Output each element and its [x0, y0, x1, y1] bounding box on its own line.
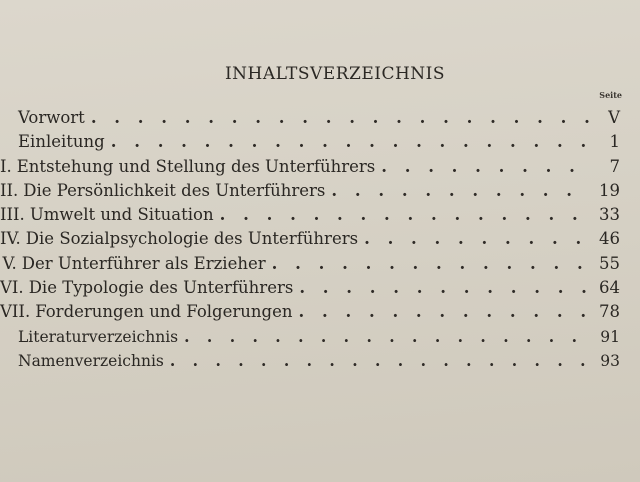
toc-entry-chapter-5 [0, 252, 640, 276]
toc-entry-page: 55 [599, 253, 620, 273]
toc-entry-text: Forderungen und Folgerungen [35, 302, 293, 322]
dot-leader [299, 276, 590, 300]
dot-leader [111, 130, 590, 154]
toc-entry-page: 78 [599, 302, 620, 322]
toc-entry-chapter-4 [0, 227, 640, 251]
dot-leader [91, 106, 590, 130]
dot-leader [272, 252, 590, 276]
toc-entry-chapter-1 [0, 155, 640, 179]
toc-entry-number: II. [0, 180, 19, 200]
toc-entry-text: Literaturverzeichnis [18, 327, 179, 346]
dot-leader [184, 325, 590, 349]
toc-entry-text: Die Sozialpsychologie des Unterführers [25, 229, 359, 249]
dot-leader [170, 349, 590, 373]
toc-entry-text: Umwelt und Situation [29, 205, 214, 225]
toc-entry-page: V [608, 108, 620, 127]
toc-entry-literaturverzeichnis [0, 325, 640, 349]
toc-entry-text: Entstehung und Stellung des Unterführers [16, 156, 376, 176]
toc-entry-namenverzeichnis [0, 349, 640, 373]
toc-entry-number: VI. [0, 278, 24, 298]
toc-entry-text: Vorwort [18, 108, 85, 127]
toc-entry-number: I. [0, 156, 12, 176]
toc-entry-page: 33 [599, 205, 620, 225]
toc-entry-page: 19 [599, 180, 620, 200]
toc-entry-number: VII. [0, 302, 31, 322]
toc-entry-page: 1 [609, 132, 620, 152]
toc-entry-page: 7 [609, 156, 620, 176]
toc-entry-page: 91 [600, 327, 620, 346]
dot-leader [381, 155, 590, 179]
toc-entry-page: 93 [600, 351, 620, 370]
dot-leader [298, 300, 590, 324]
toc-entry-text: Die Persönlichkeit des Unterführers [23, 180, 326, 200]
toc-entry-text: Die Typologie des Unterführers [28, 278, 294, 298]
toc-entry-number: V. [2, 253, 17, 273]
toc-entry-vorwort [0, 106, 640, 130]
toc-entry-text: Einleitung [18, 132, 105, 152]
toc-entry-number: IV. [0, 229, 21, 249]
page-column-label: Seite [599, 90, 622, 100]
toc-entry-text: Der Unterführer als Erzieher [21, 253, 266, 273]
dot-leader [331, 179, 590, 203]
toc-title: INHALTSVERZEICHNIS [224, 64, 446, 84]
toc-entry-text: Namenverzeichnis [18, 351, 164, 370]
toc-entry-page: 64 [599, 278, 620, 298]
toc-entry-page: 46 [599, 229, 620, 249]
toc-entry-chapter-3 [0, 203, 640, 227]
dot-leader [220, 203, 590, 227]
toc-entry-chapter-7 [0, 300, 640, 324]
toc-entry-chapter-2 [0, 179, 640, 203]
toc-entry-einleitung [0, 130, 640, 154]
toc-entry-number: III. [0, 205, 25, 225]
toc-entry-chapter-6 [0, 276, 640, 300]
toc-list [0, 106, 640, 373]
dot-leader [364, 227, 590, 251]
